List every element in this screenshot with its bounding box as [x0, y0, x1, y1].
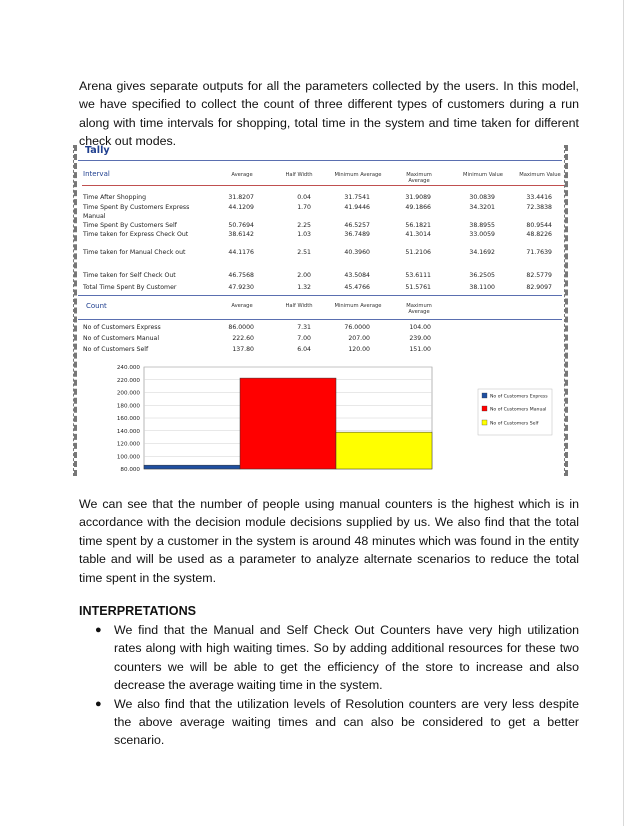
tally-interval-label: Interval: [83, 170, 110, 178]
count-cell: 76.0000: [344, 324, 370, 331]
tally-cell: 40.3960: [344, 249, 370, 256]
tally-row-label: Time taken for Manual Check out: [83, 249, 186, 256]
chart-y-tick-label: 180.000: [116, 403, 140, 410]
count-cell: 120.00: [348, 346, 370, 353]
report-right-border: [564, 145, 568, 476]
tally-cell: 48.8226: [526, 231, 552, 238]
tally-cell: 50.7694: [228, 222, 254, 229]
tally-cell: 41.9446: [344, 204, 370, 211]
chart-y-tick-label: 140.000: [116, 428, 140, 435]
arena-report: [72, 143, 572, 472]
count-cell: 86.0000: [228, 324, 254, 331]
tally-cell: 1.03: [297, 231, 311, 238]
tally-cell: 34.1692: [469, 249, 495, 256]
tally-cell: 82.9097: [526, 284, 552, 291]
tally-row-label: Time taken for Self Check Out: [83, 272, 176, 279]
tally-cell: 51.5761: [405, 284, 431, 291]
column-header: Maximum Average: [406, 172, 432, 184]
bullet-icon: ●: [95, 697, 102, 710]
intro-paragraph: [79, 77, 579, 151]
count-row-label: No of Customers Manual: [83, 335, 160, 342]
tally-cell: 51.2106: [405, 249, 431, 256]
count-cell: 7.31: [297, 324, 311, 331]
tally-cell: 38.1100: [469, 284, 495, 291]
interpretations-heading: INTERPRETATIONS: [79, 604, 197, 618]
tally-rule: [78, 160, 562, 161]
column-header: Half Width: [285, 303, 313, 309]
chart-legend-swatch: [482, 406, 487, 411]
tally-cell: 53.6111: [405, 272, 431, 279]
tally-cell: 36.7489: [344, 231, 370, 238]
count-cell: 137.80: [232, 346, 254, 353]
column-header: Minimum Average: [334, 303, 382, 309]
interpretation-text: We also find that the utilization levels of Resolution counters are very less despite the above average waiting times and can also be considered to get a better scenario.: [114, 696, 579, 748]
interpretation-item: [93, 695, 579, 750]
chart-legend-label: No of Customers Express: [490, 394, 548, 400]
chart-y-tick-label: 80.000: [120, 467, 140, 472]
chart-y-tick-label: 200.000: [116, 390, 140, 397]
interpretation-item: [93, 621, 579, 695]
intro-paragraph-text: Arena gives separate outputs for all the parameters collected by the users. In this model, we have specified to collect the count of three different types of customers during a run along with time intervals for shopping, total time in the system and time taken for different check out modes.: [79, 79, 579, 149]
column-header: Minimum Average: [334, 172, 382, 178]
analysis-paragraph-text: We can see that the number of people using manual counters is the highest which is in accordance with the decision module decisions supplied by us. We also find that the total time spent by a customer in the system is around 48 minutes which was found in the entity table and will be used as a parameter to analyze alternate scenarios to reduce the total time spent in the system.: [79, 497, 579, 585]
tally-cell: 1.70: [297, 204, 311, 211]
column-header: Minimum Value: [463, 172, 503, 178]
tally-title: Tally: [85, 145, 110, 156]
count-cell: 239.00: [409, 335, 431, 342]
chart-legend-label: No of Customers Manual: [490, 407, 547, 413]
tally-cell: 30.0839: [469, 194, 495, 201]
count-rule-top: [78, 295, 562, 296]
chart-y-tick-label: 160.000: [116, 416, 140, 422]
chart-bar: [336, 432, 432, 469]
tally-cell: 33.4416: [526, 194, 552, 201]
tally-cell: 31.7541: [344, 194, 370, 201]
tally-cell: 38.8955: [469, 222, 495, 229]
chart-bar: [240, 378, 336, 469]
page-edge: [623, 0, 624, 826]
tally-cell: 45.4766: [344, 284, 370, 291]
column-header: Average: [231, 303, 253, 309]
tally-cell: 1.32: [297, 284, 311, 291]
tally-cell: 38.6142: [228, 231, 254, 238]
tally-cell: 71.7639: [526, 249, 552, 256]
tally-cell: 72.3838: [526, 204, 552, 211]
tally-cell: 80.9544: [526, 222, 552, 229]
tally-cell: 47.9230: [228, 284, 254, 291]
chart-legend-label: No of Customers Self: [490, 421, 539, 427]
count-cell: 151.00: [409, 346, 431, 353]
tally-row-label: Time Spent By Customers Self: [83, 222, 177, 229]
analysis-paragraph: [79, 495, 579, 587]
chart-y-tick-label: 220.000: [116, 377, 140, 384]
count-cell: 104.00: [409, 324, 431, 331]
count-label: Count: [86, 302, 107, 310]
tally-cell: 33.0059: [469, 231, 495, 238]
tally-cell: 2.00: [297, 272, 311, 279]
tally-cell: 36.2505: [469, 272, 495, 279]
tally-cell: 31.8207: [228, 194, 254, 201]
tally-cell: 43.5084: [344, 272, 370, 279]
column-header: Maximum Value: [519, 172, 561, 178]
tally-cell: 2.25: [297, 222, 311, 229]
customer-count-chart: [78, 360, 558, 472]
tally-cell: 56.1821: [405, 222, 431, 229]
count-rule: [78, 319, 562, 320]
chart-legend-swatch: [482, 393, 487, 398]
column-header: Average: [231, 172, 253, 178]
tally-row-label: Time taken for Express Check Out: [83, 231, 189, 238]
chart-bar: [144, 465, 240, 469]
tally-cell: 41.3014: [405, 231, 431, 238]
column-header: Half Width: [285, 172, 313, 178]
column-header: Maximum Average: [406, 303, 432, 315]
count-cell: 6.04: [297, 346, 311, 353]
tally-cell: 44.1176: [228, 249, 254, 256]
tally-cell: 31.9089: [405, 194, 431, 201]
tally-cell: 46.5257: [344, 222, 370, 229]
interpretation-text: We find that the Manual and Self Check Out Counters have very high utilization rates along with high waiting times. So by adding additional resources for these two counters we will be able to get the efficiency of the store to increase and also decrease the average waiting time in the system.: [114, 623, 579, 693]
tally-cell: 49.1866: [405, 204, 431, 211]
tally-cell: 44.1209: [228, 204, 254, 211]
tally-row-label: Total Time Spent By Customer: [83, 284, 177, 291]
report-left-border: [73, 145, 77, 476]
tally-cell: 46.7568: [228, 272, 254, 279]
chart-y-tick-label: 100.000: [116, 454, 140, 461]
count-row-label: No of Customers Express: [83, 324, 161, 331]
chart-y-tick-label: 120.000: [116, 441, 140, 448]
interpretations-list: [93, 621, 579, 750]
bullet-icon: ●: [95, 624, 102, 636]
tally-cell: 0.04: [297, 194, 311, 201]
count-cell: 222.60: [232, 335, 254, 342]
count-cell: 207.00: [348, 335, 370, 342]
tally-header-rule: [82, 185, 564, 186]
chart-legend-swatch: [482, 420, 487, 425]
tally-row-label: Time Spent By Customers Express Manual: [83, 204, 190, 220]
tally-cell: 34.3201: [469, 204, 495, 211]
count-cell: 7.00: [297, 335, 311, 342]
chart-y-tick-label: 240.000: [116, 365, 140, 371]
tally-row-label: Time After Shopping: [83, 194, 146, 201]
tally-cell: 82.5779: [526, 272, 552, 279]
count-row-label: No of Customers Self: [83, 346, 149, 353]
tally-cell: 2.51: [297, 249, 311, 256]
